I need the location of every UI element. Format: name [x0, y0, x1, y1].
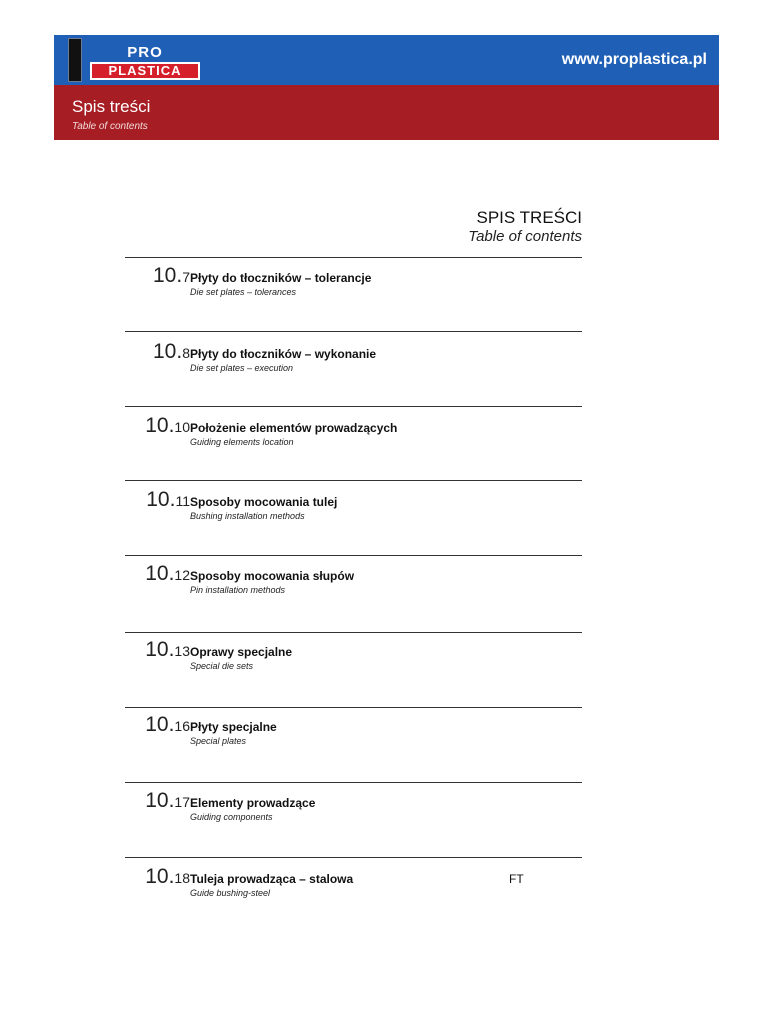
toc-entry-title-pl: Położenie elementów prowadzących	[190, 421, 398, 435]
toc-entry[interactable]	[125, 414, 582, 450]
toc-entry-number	[145, 789, 190, 814]
toc-entry-chapter: 10.	[153, 340, 183, 363]
toc-divider	[125, 782, 582, 783]
toc-entry-number	[145, 562, 190, 587]
toc-entry-title-en: Guide bushing-steel	[190, 888, 271, 898]
toc-entry-page: 10	[174, 419, 190, 435]
toc-entry-title-en: Pin installation methods	[190, 585, 286, 595]
toc-heading	[468, 208, 582, 246]
toc-entry-title-en: Bushing installation methods	[190, 511, 305, 521]
toc-entry[interactable]	[125, 865, 582, 901]
logo-bar	[68, 38, 82, 82]
toc-entry-page: 13	[174, 643, 190, 659]
toc-divider	[125, 632, 582, 633]
toc-entry-title-pl: Oprawy specjalne	[190, 645, 293, 659]
website-link[interactable]: www.proplastica.pl	[561, 51, 707, 68]
toc-entry-title-pl: Elementy prowadzące	[190, 796, 316, 810]
toc-entry-title-pl: Płyty do tłoczników – tolerancje	[190, 271, 372, 285]
toc-entry-title-en: Special die sets	[190, 661, 254, 671]
toc-divider	[125, 555, 582, 556]
toc-entry-page: 12	[174, 567, 190, 583]
toc-entry-title-en: Guiding elements location	[190, 437, 294, 447]
toc-entry-page: 16	[174, 718, 190, 734]
logo-word-plastica: PLASTICA	[90, 62, 200, 80]
toc-entry-chapter: 10.	[145, 414, 175, 437]
toc-divider	[125, 331, 582, 332]
toc-entry-title-pl: Płyty specjalne	[190, 720, 277, 734]
section-subtitle: Table of contents	[72, 121, 148, 132]
section-title: Spis treści	[72, 97, 151, 116]
toc-entry-chapter: 10.	[145, 638, 175, 661]
toc-entry-page: 8	[182, 345, 190, 361]
toc-divider	[125, 480, 582, 481]
toc-entry-chapter: 10.	[153, 264, 183, 287]
toc-entry-chapter: 10.	[145, 789, 175, 812]
toc-divider	[125, 406, 582, 407]
toc-entry-title-pl: Sposoby mocowania tulej	[190, 495, 338, 509]
toc-entry-page: 17	[174, 794, 190, 810]
header-bar	[54, 35, 719, 85]
toc-divider	[125, 707, 582, 708]
toc-entry[interactable]	[125, 562, 582, 598]
toc-entry[interactable]	[125, 789, 582, 825]
toc-entry-title-pl: Sposoby mocowania słupów	[190, 569, 355, 583]
toc-entry[interactable]	[125, 264, 582, 300]
toc-subtitle: Table of contents	[468, 228, 582, 245]
toc-entry-chapter: 10.	[145, 865, 175, 888]
toc-entry[interactable]	[125, 340, 582, 376]
toc-entry-number	[153, 264, 190, 289]
toc-entry-page: 11	[175, 493, 190, 509]
toc-entry-number	[145, 414, 190, 439]
toc-entry-title-pl: Tuleja prowadząca – stalowa	[190, 872, 354, 886]
toc-entry-page: 18	[174, 870, 190, 886]
toc-entry-chapter: 10.	[146, 488, 176, 511]
toc-entry-number	[145, 865, 190, 890]
toc-entry-title-en: Die set plates – execution	[190, 363, 294, 373]
toc-entry-chapter: 10.	[145, 562, 175, 585]
toc-entry-title-en: Guiding components	[190, 812, 273, 822]
toc-entry-number	[145, 638, 190, 663]
toc-entry[interactable]	[125, 488, 582, 524]
toc-entry-page: 7	[182, 269, 190, 285]
toc-divider	[125, 257, 582, 258]
toc-entry-chapter: 10.	[145, 713, 175, 736]
toc-entry-code: FT	[509, 872, 524, 886]
toc-divider	[125, 857, 582, 858]
toc-title: SPIS TREŚCI	[476, 208, 582, 227]
toc-entry[interactable]	[125, 638, 582, 674]
toc-entry-number	[153, 340, 190, 365]
proplastica-logo[interactable]	[68, 38, 200, 82]
section-banner	[54, 85, 719, 140]
toc-entry-title-en: Die set plates – tolerances	[190, 287, 297, 297]
toc-entry-title-pl: Płyty do tłoczników – wykonanie	[190, 347, 377, 361]
logo-word-pro: PRO	[127, 44, 163, 61]
toc-entry-number	[146, 488, 190, 513]
toc-entry[interactable]	[125, 713, 582, 749]
toc-entry-number	[145, 713, 190, 738]
toc-entry-title-en: Special plates	[190, 736, 247, 746]
